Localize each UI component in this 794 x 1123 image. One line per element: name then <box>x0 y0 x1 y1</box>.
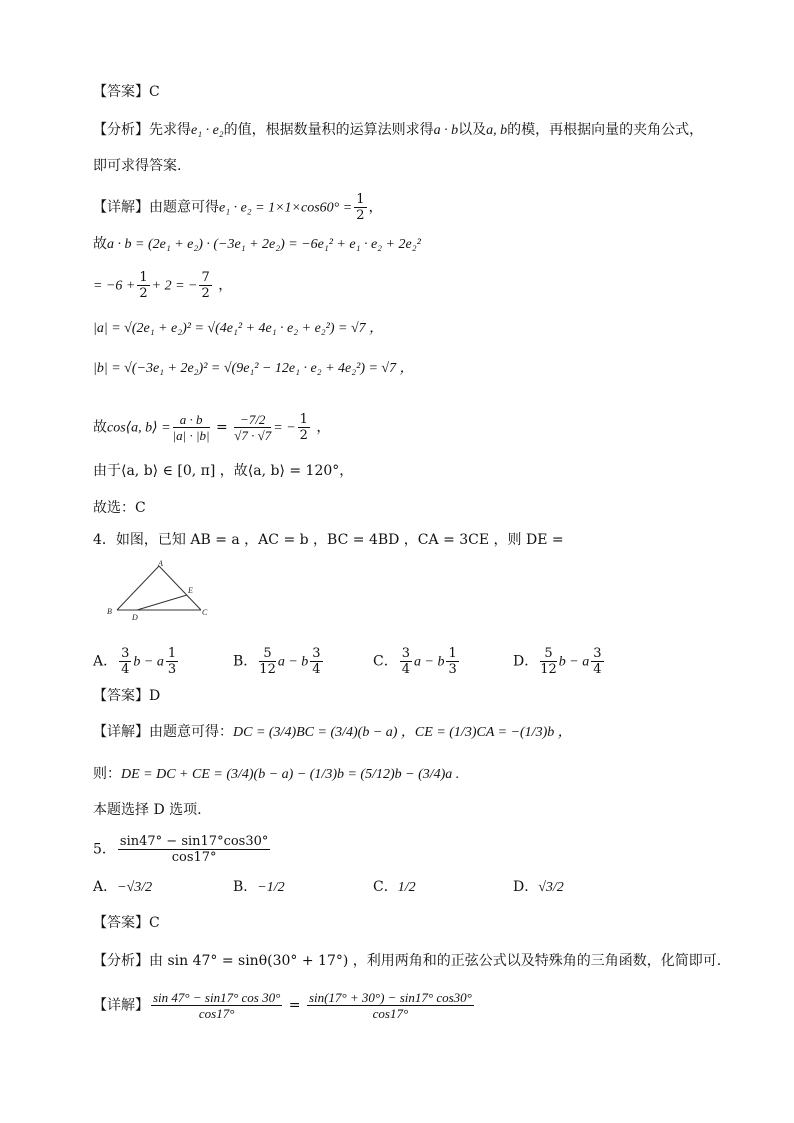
q4-stem: 4．如图，已知 AB = a ，AC = b ，BC = 4BD ，CA = 3CE ，则 DE = <box>93 532 564 548</box>
q3-analysis-math: a · b <box>433 123 459 138</box>
q4-detail-line-1 <box>93 722 572 743</box>
detail-tag: 【详解】 <box>93 724 149 740</box>
q3-detail-math: + 2 = − <box>151 278 198 294</box>
q3-detail-line-6: 故cos⟨a, b⟩ = $\frac{a \cdot b}{|a| \cdot |b|}$ = $\frac{-7/2}{√7 \cdot √7}$ = − $\frac{1}{2}$ ， <box>93 412 331 443</box>
analysis-tag: 【分析】 <box>93 953 149 969</box>
q4-options <box>93 646 713 677</box>
q5-answer-line <box>93 913 160 933</box>
q3-detail-line-1: 【详解】由题意可得e₁ · e₂ = 1×1×cos60° = $\frac{1}{2}$ ， <box>93 192 383 223</box>
q5-analysis-text: 由 sin 47° = sinθ(30° + 17°) ，利用两角和的正弦公式以及特殊角的三角函数，化简即可. <box>149 953 722 969</box>
q5-option-d: D．√3/2 <box>513 879 564 895</box>
analysis-tag: 【分析】 <box>93 122 149 138</box>
q4-detail-math: DC = (3/4)BC = (3/4)(b − a) ，CE = (1/3)CA = −(1/3)b ， <box>233 725 572 740</box>
q5-option-c: C．1/2 <box>373 879 416 895</box>
triangle-figure <box>104 560 214 624</box>
figure-label-D: D <box>132 613 138 622</box>
q3-detail-math: = −6 + <box>93 278 136 294</box>
figure-label-B: B <box>107 607 112 616</box>
q4-detail-text: 则： <box>93 766 121 782</box>
q3-analysis-text: 以及 <box>458 122 487 138</box>
fraction-one-half: $\frac{1}{2}$ <box>139 270 148 301</box>
q3-analysis-text: 先求得 <box>149 122 191 138</box>
q3-analysis-line <box>93 120 703 141</box>
q5-detail-lhs: $\frac{\sin 47^\circ - \sin 17^\circ \cos 30^\circ}{\cos 17^\circ}$ <box>153 990 281 1021</box>
detail-tag: 【详解】 <box>93 199 149 216</box>
fraction-one-half: $\frac{1}{2}$ <box>356 192 365 223</box>
q3-detail-text: 故 <box>93 419 107 436</box>
q4-option-b: B． $\frac{5}{12}$ a − b $\frac{3}{4}$ <box>233 646 321 677</box>
answer-tag: 【答案】 <box>93 915 149 931</box>
q3-detail-math: cos⟨a, b⟩ = <box>107 420 171 436</box>
q3-analysis-math: e₁ · e₂ <box>191 123 224 138</box>
figure-label-E: E <box>188 586 193 595</box>
cos-fraction: $\frac{a \cdot b}{|a| \cdot |b|}$ <box>172 412 210 443</box>
q4-conclusion: 本题选择 D 选项. <box>93 802 202 818</box>
answer-tag: 【答案】 <box>93 84 149 100</box>
q3-analysis-text: 的值，根据数量积的运算法则求得 <box>223 122 434 138</box>
q4-detail-math: DE = DC + CE = (3/4)(b − a) − (1/3)b = (5/12)b − (3/4)a . <box>121 767 460 782</box>
q5-stem <box>93 834 272 865</box>
q3-detail-math: a · b = (2e₁ + e₂) · (−3e₁ + 2e₂) = −6e₁² + e₁ · e₂ + 2e₂² <box>107 237 421 252</box>
q4-detail-text: 由题意可得： <box>149 724 233 740</box>
q4-answer: D <box>149 688 161 704</box>
detail-tag: 【详解】 <box>93 997 149 1014</box>
q3-detail-text: 故 <box>93 236 107 252</box>
q5-detail-rhs: $\frac{\sin(17^\circ + 30^\circ) - \sin 17^\circ \cos 30^\circ}{\cos 17^\circ}$ <box>308 990 472 1021</box>
q4-option-c: C． $\frac{3}{4}$ a − b $\frac{1}{3}$ <box>373 646 457 677</box>
q3-detail-line-3: = −6 + $\frac{1}{2}$ + 2 = − $\frac{7}{2}$ ， <box>93 270 233 301</box>
q3-conclusion: 故选：C <box>93 500 146 516</box>
q3-analysis-math: a, b <box>486 123 508 138</box>
figure-label-A: A <box>158 560 163 568</box>
q3-detail-math: |a| = √(2e₁ + e₂)² = √(4e₁² + 4e₁ · e₂ + e₂²) = √7 ， <box>93 321 384 336</box>
q3-analysis-text: 的模，再根据向量的夹角公式， <box>507 122 704 138</box>
fraction-seven-half: $\frac{7}{2}$ <box>201 270 210 301</box>
q5-number: 5． <box>93 841 116 858</box>
q4-detail-line-2 <box>93 764 459 785</box>
q5-analysis-line <box>93 951 721 971</box>
q3-detail-line-4 <box>93 318 383 339</box>
fraction-one-half: $\frac{1}{2}$ <box>299 412 308 443</box>
q3-detail-line-7: 由于⟨a, b⟩ ∈ [0, π] ，故⟨a, b⟩ = 120°， <box>93 463 354 479</box>
q3-detail-math: |b| = √(−3e₁ + 2e₂)² = √(9e₁² − 12e₁ · e₂ + 4e₂²) = √7 ， <box>93 361 414 376</box>
q3-answer-line <box>93 82 160 102</box>
q4-answer-line <box>93 686 160 706</box>
q3-detail-math: = − <box>273 420 296 436</box>
q3-detail-text: 由题意可得 <box>149 199 219 216</box>
q3-answer: C <box>149 84 160 100</box>
q3-detail-line-2 <box>93 234 421 255</box>
figure-label-C: C <box>202 608 208 617</box>
q5-answer: C <box>149 915 160 931</box>
q4-option-d: D． $\frac{5}{12}$ b − a $\frac{3}{4}$ <box>513 646 602 677</box>
answer-tag: 【答案】 <box>93 688 149 704</box>
q3-analysis-cont: 即可求得答案. <box>93 158 182 174</box>
q3-detail-math: e₁ · e₂ = 1×1×cos60° = <box>219 200 353 216</box>
q5-options <box>93 876 713 896</box>
q3-detail-line-5 <box>93 358 414 379</box>
value-fraction: $\frac{-7/2}{√7 \cdot √7}$ <box>234 412 272 443</box>
q4-option-a: A． $\frac{3}{4}$ b − a $\frac{1}{3}$ <box>93 646 177 677</box>
q5-expression: $\frac{\sin 47^\circ - \sin 17^\circ\cos 30^\circ}{\cos 17^\circ}$ <box>119 834 269 865</box>
q5-option-b: B．−1/2 <box>233 879 285 895</box>
q5-option-a: A．−√3/2 <box>93 879 153 895</box>
q5-detail-line: 【详解】 $\frac{\sin 47^\circ - \sin 17^\circ \cos 30^\circ}{\cos 17^\circ}$ = $\frac{\sin(17^\circ + 30^\circ) - \sin 17^\circ \cos 30^\circ}{\cos 17^\circ}$ <box>93 990 472 1021</box>
